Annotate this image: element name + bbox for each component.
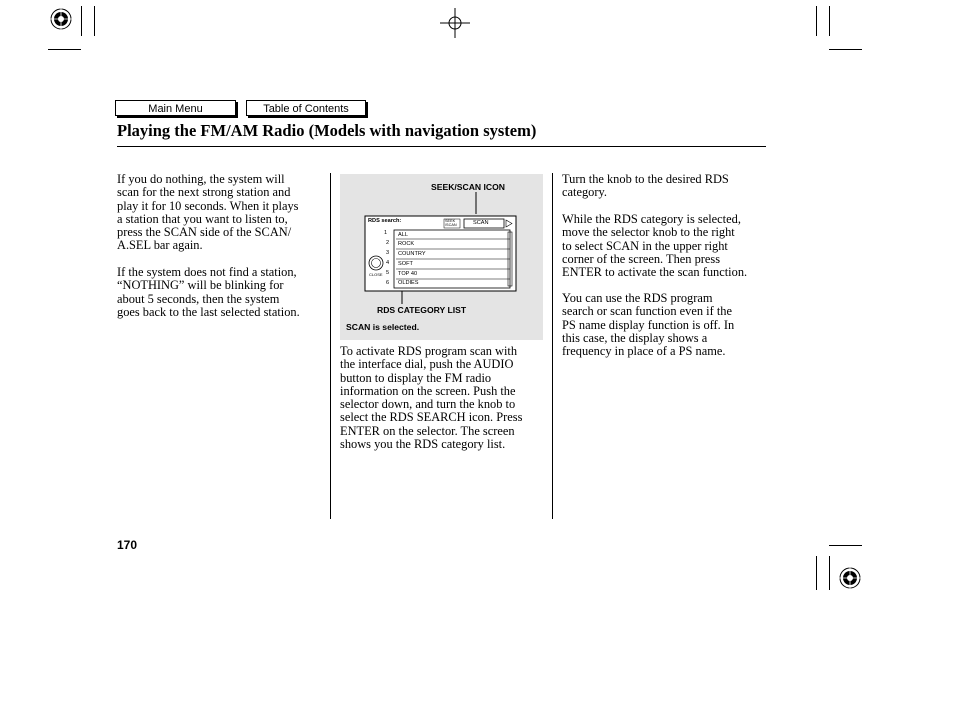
- seek-scan-icon-label: SEEK/SCAN ICON: [431, 182, 506, 192]
- scan-screen-button: SCAN: [473, 219, 489, 226]
- category-number: 1: [384, 230, 388, 236]
- rds-category-list-label: RDS CATEGORY LIST: [377, 305, 467, 315]
- crosshair-icon: [440, 8, 470, 38]
- rds-screen-diagram: [340, 174, 543, 340]
- category-number: 5: [386, 270, 390, 276]
- col3-paragraph-2: While the RDS category is selected, move the selector knob to the right to select SCAN in the upper right corner of the screen. Then press ENTER to activate the scan function.: [562, 212, 748, 280]
- category-item: OLDIES: [398, 280, 419, 286]
- screen-header-text: RDS search:: [368, 218, 402, 224]
- col3-paragraph-3: You can use the RDS program search or scan function even if the PS name display function is off. In this case, the display shows a frequency in place of a PS name.: [562, 291, 735, 359]
- col1-paragraph-1: If you do nothing, the system will scan for the next strong station and play it for 10 seconds. When it plays a station that you want to listen to, press the SCAN side of the SCAN/ A.SEL bar again.: [117, 172, 299, 253]
- category-item: ROCK: [398, 241, 415, 247]
- col1-paragraph-2: If the system does not find a station, “NOTHING” will be blinking for about 5 seconds, then the system goes back to the last selected station.: [117, 265, 300, 319]
- col3-paragraph-1: Turn the knob to the desired RDS category.: [562, 172, 729, 200]
- category-number: 6: [386, 280, 390, 286]
- column-divider: [552, 173, 553, 519]
- rds-screen-figure: [340, 174, 543, 340]
- column-divider: [330, 173, 331, 519]
- figure-caption: SCAN is selected.: [346, 322, 420, 332]
- category-number: 2: [386, 240, 390, 246]
- col2-paragraph-1: To activate RDS program scan with the interface dial, push the AUDIO button to display the FM radio information on the screen. Push the selector down, and turn the knob to select the RDS SEARCH icon. Press ENTER on the selector. The screen shows you the RDS category list.: [340, 344, 523, 452]
- category-item: SOFT: [398, 261, 413, 267]
- registration-target-icon: [837, 565, 863, 591]
- main-menu-button[interactable]: Main Menu: [115, 100, 236, 116]
- category-item: ALL: [398, 232, 408, 238]
- title-rule: [117, 146, 766, 147]
- category-number: 3: [386, 250, 390, 256]
- screen-side-label: CLOSE: [369, 272, 383, 277]
- category-item: TOP 40: [398, 271, 418, 277]
- category-number: 4: [386, 260, 390, 266]
- registration-target-icon: [48, 6, 74, 32]
- page-title: Playing the FM/AM Radio (Models with navigation system): [117, 121, 537, 140]
- category-item: COUNTRY: [398, 251, 426, 257]
- page-number: 170: [117, 538, 138, 552]
- table-of-contents-button[interactable]: Table of Contents: [246, 100, 366, 116]
- seek-scan-small-icon: SEEK /SCAN: [445, 218, 457, 227]
